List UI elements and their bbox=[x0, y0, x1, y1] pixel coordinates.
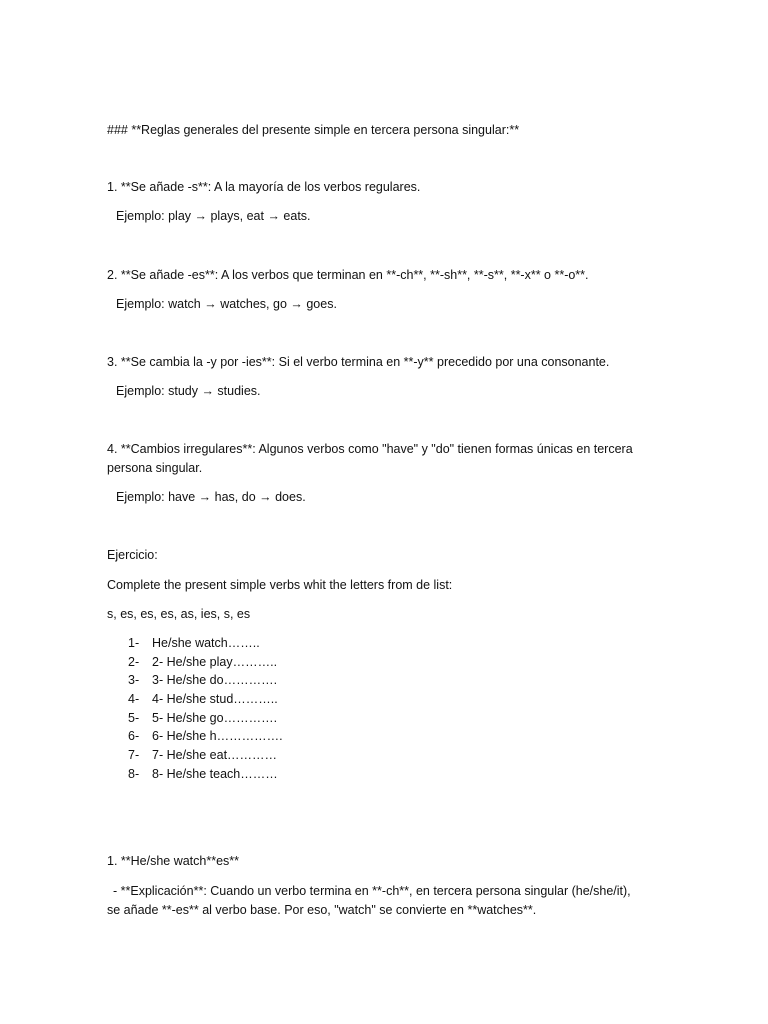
rule-4-example: Ejemplo: have → has, do → does. bbox=[116, 490, 306, 504]
rule-4-title-line1: 4. **Cambios irregulares**: Algunos verbos como "have" y "do" tienen formas únicas en tercera bbox=[107, 442, 633, 456]
list-item-number: 7- bbox=[128, 748, 140, 762]
list-item-text: 3- He/she do…………. bbox=[152, 673, 278, 687]
rule-1-title: 1. **Se añade -s**: A la mayoría de los verbos regulares. bbox=[107, 180, 421, 194]
rule-2-title: 2. **Se añade -es**: A los verbos que terminan en **-ch**, **-sh**, **-s**, **-x** o **-o**. bbox=[107, 268, 589, 282]
list-item-number: 6- bbox=[128, 729, 140, 743]
list-item-number: 5- bbox=[128, 711, 140, 725]
answer-explanation-line1: - **Explicación**: Cuando un verbo termina en **-ch**, en tercera persona singular (he/she/it), bbox=[113, 884, 631, 898]
list-item-text: 2- He/she play……….. bbox=[152, 655, 278, 669]
rule-4-title-line2: persona singular. bbox=[107, 461, 203, 475]
list-item-number: 8- bbox=[128, 767, 140, 781]
list-item-text: 4- He/she stud……….. bbox=[152, 692, 278, 706]
list-item-number: 3- bbox=[128, 673, 140, 687]
list-item-text: 8- He/she teach……… bbox=[152, 767, 278, 781]
rule-3-example: Ejemplo: study → studies. bbox=[116, 384, 261, 398]
list-item-number: 4- bbox=[128, 692, 140, 706]
exercise-label: Ejercicio: bbox=[107, 548, 158, 562]
list-item-text: 7- He/she eat………… bbox=[152, 748, 278, 762]
list-item-number: 1- bbox=[128, 636, 140, 650]
exercise-instruction: Complete the present simple verbs whit the letters from de list: bbox=[107, 578, 453, 592]
answer-explanation-line2: se añade **-es** al verbo base. Por eso, "watch" se convierte en **watches**. bbox=[107, 903, 537, 917]
list-item-number: 2- bbox=[128, 655, 140, 669]
section-heading: ### **Reglas generales del presente simple en tercera persona singular:** bbox=[107, 123, 520, 137]
rule-3-title: 3. **Se cambia la -y por -ies**: Si el verbo termina en **-y** precedido por una consonante. bbox=[107, 355, 610, 369]
list-item-text: 5- He/she go…………. bbox=[152, 711, 278, 725]
list-item-text: 6- He/she h……………. bbox=[152, 729, 283, 743]
exercise-letters: s, es, es, es, as, ies, s, es bbox=[107, 607, 251, 621]
answer-title: 1. **He/she watch**es** bbox=[107, 854, 240, 868]
rule-2-example: Ejemplo: watch → watches, go → goes. bbox=[116, 297, 337, 311]
list-item-text: He/she watch…….. bbox=[152, 636, 260, 650]
rule-1-example: Ejemplo: play → plays, eat → eats. bbox=[116, 209, 311, 223]
